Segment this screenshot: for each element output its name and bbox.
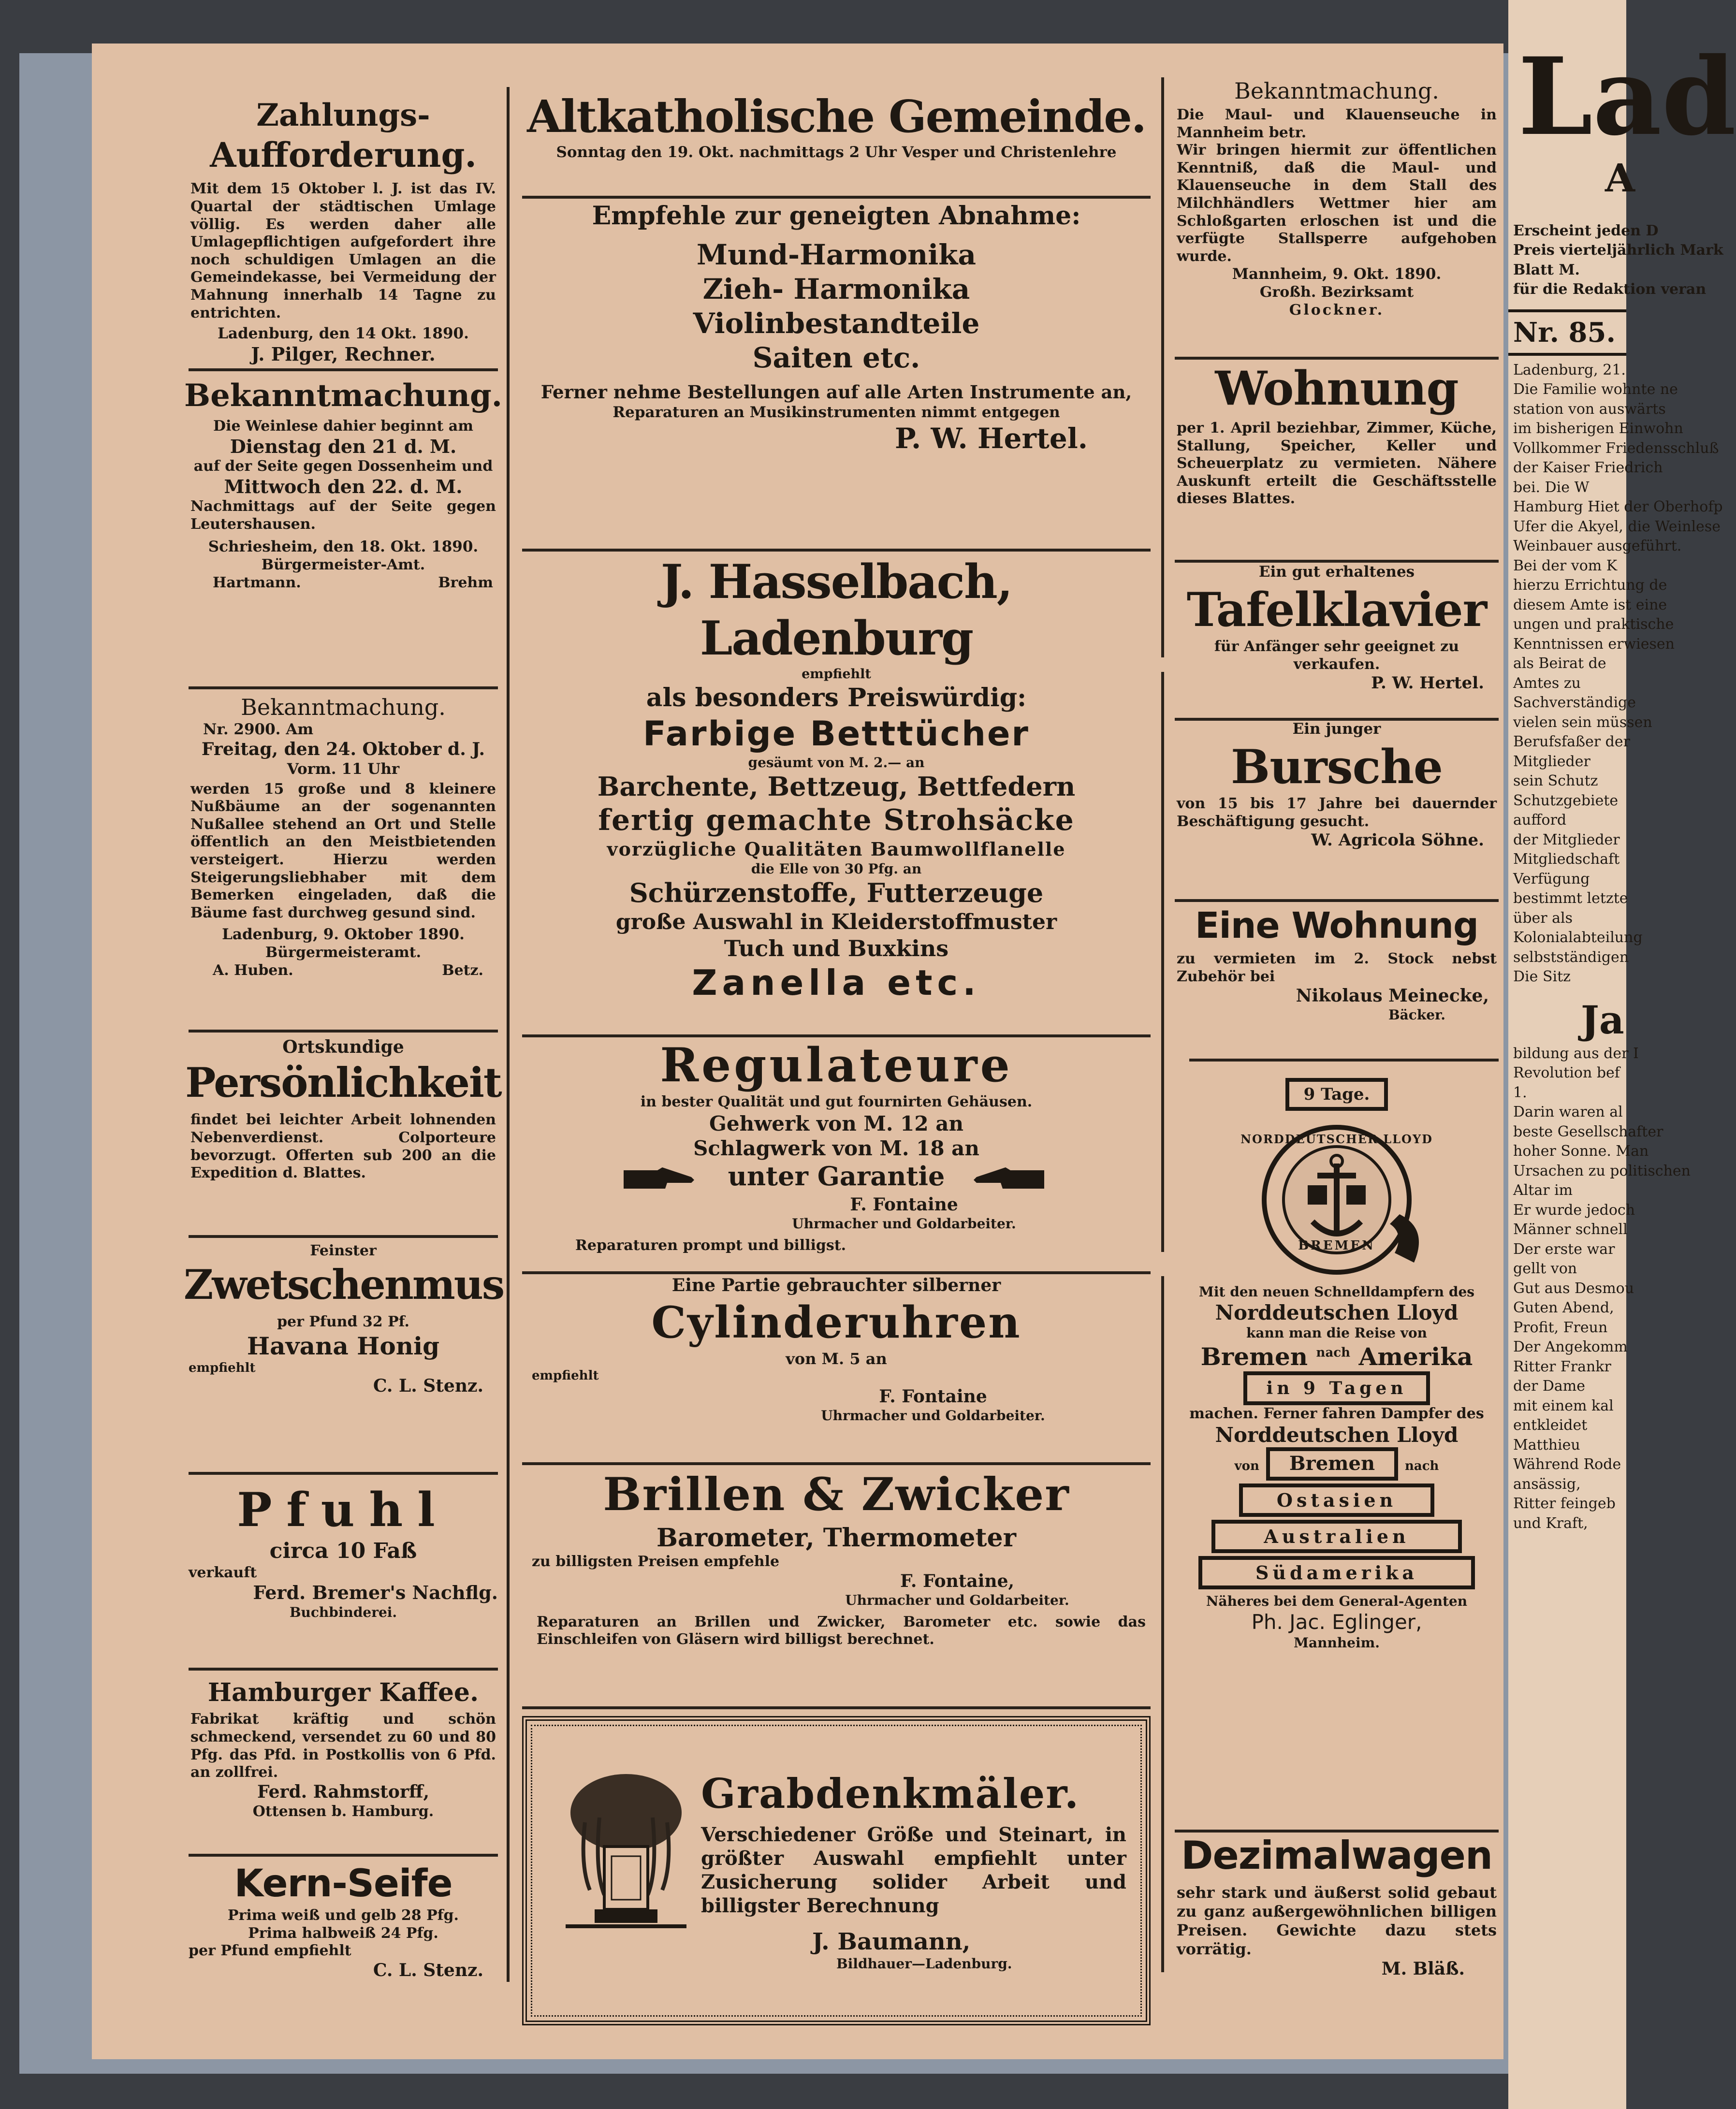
edge-text-line: Die Familie wohnte ne <box>1513 381 1678 398</box>
weinlese-sign-1: Hartmann. <box>213 574 301 591</box>
edge-text-line: hierzu Errichtung de <box>1513 577 1667 594</box>
seuche-signature: Glockner. <box>1289 301 1385 319</box>
edge-text-line: hoher Sonne. Man <box>1513 1143 1649 1160</box>
divider <box>522 549 1151 552</box>
edge-header-line: Blatt M. <box>1513 261 1580 278</box>
seife-signature: C. L. Stenz. <box>373 1960 483 1980</box>
nuss-line-1: Nr. 2900. Am <box>203 721 314 739</box>
ad-kernseife <box>184 1861 503 1981</box>
edge-text-line: bildung aus der I <box>1513 1045 1639 1062</box>
ad-weinlese <box>184 377 503 591</box>
seife-line-3: per Pfund empfiehlt <box>189 1942 351 1960</box>
hertel-item-2: Zieh- Harmonika <box>702 273 970 306</box>
grab-sub: Bildhauer—Ladenburg. <box>836 1956 1012 1972</box>
zwetschen-title: Zwetschenmus <box>184 1260 504 1309</box>
edge-text-line: bei. Die W <box>1513 479 1590 496</box>
edge-text-line: Die Sitz <box>1513 968 1571 986</box>
seuche-office: Großh. Bezirksamt <box>1259 284 1414 301</box>
hasselbach-line-3: fertig gemachte Strohsäcke <box>598 803 1075 838</box>
grab-signature: J. Baumann, <box>812 1928 971 1955</box>
edge-text-line: Guten Abend, <box>1513 1299 1614 1316</box>
lloyd-line-7a: von <box>1234 1459 1259 1474</box>
gemeinde-sub: Sonntag den 19. Okt. nachmittags 2 Uhr Vesper und Christenlehre <box>556 144 1117 161</box>
cylinder-pre: Eine Partie gebrauchter silberner <box>671 1275 1001 1295</box>
ad-pfuhl <box>184 1482 503 1621</box>
edge-text-line: mit einem kal <box>1513 1397 1614 1414</box>
ad-kaffee <box>184 1677 503 1820</box>
divider <box>522 196 1151 199</box>
divider <box>522 1462 1151 1465</box>
gemeinde-title: Altkatholische Gemeinde. <box>527 90 1146 143</box>
edge-text-line: vielen sein müssen <box>1513 713 1652 731</box>
edge-text-line: beste Gesellschafter <box>1513 1123 1663 1140</box>
lloyd-line-8: Näheres bei dem General-Agenten <box>1206 1593 1468 1610</box>
lloyd-ring-city: BREMEN <box>1298 1238 1375 1253</box>
edge-text-line: gellt von <box>1513 1260 1577 1277</box>
hasselbach-empfiehlt: empfiehlt <box>802 667 871 682</box>
kaffee-body: Fabrikat kräftig und schön schmeckend, versendet zu 60 und 80 Pfg. das Pfd. in Postkollis von 6 Pfd. an zollfrei. <box>190 1711 496 1781</box>
nuss-date: Ladenburg, 9. Oktober 1890. <box>222 926 465 944</box>
zahlung-signature: J. Pilger, Rechner. <box>251 343 436 365</box>
regulateure-title: Regulateure <box>660 1038 1013 1092</box>
pfuhl-line-1: circa 10 Faß <box>269 1539 417 1564</box>
hasselbach-line-4: vorzügliche Qualitäten Baumwollflanelle <box>607 838 1066 860</box>
seuche-line-1: Die Maul- und Klauenseuche in Mannheim betr. <box>1177 106 1497 141</box>
edge-text-line: Ufer die Akyel, die Weinlese <box>1513 518 1721 535</box>
wohnung2-signature: Nikolaus Meinecke, <box>1296 986 1489 1006</box>
lloyd-line-5a: machen. <box>1189 1405 1258 1422</box>
nuss-title: Bekanntmachung. <box>241 694 446 720</box>
edge-text-line: Ladenburg, 21. <box>1513 361 1626 378</box>
edge-text-line: Kenntnissen erwiesen <box>1513 635 1675 653</box>
wohnung-body: per 1. April beziehbar, Zimmer, Küche, Stallung, Speicher, Keller und Scheuerplatz zu vermieten. Nähere Auskunft erteilt die Geschäftsstelle dieses Blattes. <box>1177 420 1497 508</box>
nuss-line-2: Freitag, den 24. Oktober d. J. <box>201 739 485 759</box>
edge-text-line: Revolution bef <box>1513 1064 1620 1081</box>
seife-line-1: Prima weiß und gelb 28 Pfg. <box>228 1907 459 1924</box>
klavier-line-1: für Anfänger sehr geeignet zu verkaufen. <box>1214 638 1459 673</box>
edge-text-line: Sachverständige <box>1513 694 1636 712</box>
column-1 <box>184 44 503 2025</box>
edge-text-line: Altar im <box>1513 1182 1573 1199</box>
weinlese-line-5: Nachmittags auf der Seite gegen Leutershausen. <box>190 497 496 533</box>
ad-eine-wohnung <box>1170 904 1503 1024</box>
regulateure-line-4: unter Garantie <box>728 1161 945 1192</box>
ad-wohnung <box>1170 360 1503 508</box>
divider <box>1175 357 1499 360</box>
regulateure-line-1: in bester Qualität und gut fournirten Gehäusen. <box>640 1093 1033 1111</box>
divider <box>189 1854 498 1857</box>
seuche-date: Mannheim, 9. Okt. 1890. <box>1232 265 1442 283</box>
zwetschen-pre: Feinster <box>310 1242 377 1259</box>
pfuhl-signature: Ferd. Bremer's Nachflg. <box>253 1582 498 1604</box>
lloyd-signature: Ph. Jac. Eglinger, <box>1251 1610 1422 1634</box>
edge-text-line: Der erste war <box>1513 1240 1615 1258</box>
edge-text-line: Berufsfaßer der <box>1513 733 1630 751</box>
ad-hasselbach <box>517 553 1155 1004</box>
grab-body: Verschiedener Größe und Steinart, in größter Auswahl empfiehlt unter Zusicherung solider Arbeit und billigster Berechnung <box>701 1823 1126 1917</box>
ad-maulklauenseuche <box>1170 77 1503 319</box>
brillen-signature: F. Fontaine, <box>900 1571 1015 1591</box>
pfuhl-line-2: verkauft <box>189 1564 257 1581</box>
brillen-title: Brillen & Zwicker <box>603 1468 1070 1521</box>
klavier-signature: P. W. Hertel. <box>1371 673 1484 693</box>
edge-text-line: über als <box>1513 909 1573 927</box>
hasselbach-line-7: große Auswahl in Kleiderstoffmuster <box>615 909 1057 934</box>
regulateure-repair: Reparaturen prompt und billigst. <box>575 1237 846 1254</box>
ad-cylinderuhren <box>517 1275 1155 1425</box>
newspaper-page <box>92 44 1503 2059</box>
hasselbach-sub: als besonders Preiswürdig: <box>646 683 1027 713</box>
edge-text-line: sein Schutz <box>1513 772 1598 790</box>
lloyd-line-7b: nach <box>1404 1459 1439 1474</box>
bursche-signature: W. Agricola Söhne. <box>1311 830 1484 850</box>
edge-text-line: Während Rode <box>1513 1456 1621 1473</box>
lloyd-box-suedamerika: Südamerika <box>1198 1556 1475 1589</box>
kaffee-place: Ottensen b. Hamburg. <box>252 1803 434 1820</box>
lloyd-line-4b: nach <box>1316 1345 1351 1360</box>
edge-issue-number: Nr. 85. <box>1513 316 1616 349</box>
lloyd-days: 9 Tage. <box>1285 1078 1388 1111</box>
edge-text-line: diesem Amte ist eine <box>1513 596 1667 613</box>
lloyd-line-2: Norddeutschen Lloyd <box>1215 1301 1459 1325</box>
cylinder-empfiehlt: empfiehlt <box>532 1368 599 1383</box>
ad-regulateure <box>517 1037 1155 1255</box>
cylinder-title: Cylinderuhren <box>651 1296 1021 1348</box>
seuche-title: Bekanntmachung. <box>1234 78 1439 104</box>
nuss-office: Bürgermeisteramt. <box>265 944 422 961</box>
hasselbach-line-2: Barchente, Bettzeug, Bettfedern <box>597 771 1076 802</box>
next-page-edge <box>1508 0 1736 2109</box>
edge-text-line: Der Angekomm <box>1513 1338 1628 1355</box>
edge-text-line: der Kaiser Friedrich <box>1513 459 1663 477</box>
bursche-title: Bursche <box>1231 739 1443 794</box>
ad-zahlungsaufforderung <box>184 97 503 365</box>
edge-text-line: Gut aus Desmou <box>1513 1280 1634 1297</box>
weinlese-line-2: Dienstag den 21 d. M. <box>230 435 457 457</box>
bursche-pre: Ein junger <box>1292 720 1381 738</box>
divider <box>1175 899 1499 902</box>
cylinder-price: von M. 5 an <box>786 1349 887 1368</box>
edge-text-line: als Beirat de <box>1513 655 1606 672</box>
edge-text-line: Männer schnell <box>1513 1221 1628 1238</box>
edge-text-line: und Kraft, <box>1513 1514 1588 1532</box>
hertel-line-1: Ferner nehme Bestellungen auf alle Arten Instrumente an, <box>540 381 1132 403</box>
divider <box>189 1472 498 1475</box>
regulateure-signature: F. Fontaine <box>850 1194 958 1215</box>
ad-norddeutscher-lloyd <box>1170 1078 1503 1651</box>
ad-dezimalwagen <box>1170 1832 1503 1980</box>
weinlese-sign-2: Brehm <box>438 574 493 591</box>
edge-text-line: 1. <box>1513 1084 1527 1101</box>
edge-text-line: Vollkommer Friedensschluß <box>1513 439 1719 457</box>
edge-text-line: station von auswärts <box>1513 400 1666 418</box>
edge-text-line: Kolonialabteilung <box>1513 929 1643 946</box>
hertel-item-4: Saiten etc. <box>752 341 920 374</box>
divider <box>189 1030 498 1033</box>
ad-altkatholische-gemeinde <box>517 89 1155 162</box>
hasselbach-line-6: Schürzenstoffe, Futterzeuge <box>629 877 1044 908</box>
edge-header-line: für die Redaktion veran <box>1513 281 1707 298</box>
cylinder-sub: Uhrmacher und Goldarbeiter. <box>821 1408 1045 1424</box>
pointing-hand-left-icon <box>972 1165 1044 1193</box>
divider <box>189 368 498 371</box>
edge-text-line: im bisherigen Einwohn <box>1513 420 1683 437</box>
nuss-body: werden 15 große und 8 kleinere Nußbäume an der sogenannten Nußallee stehend an Ort und Stelle öffentlich an den Meistbietenden versteigert. Hierzu werden Steigerungsliebhaber mit dem Bemerken eingeladen, daß die Bäume fast durchweg gesund sind. <box>190 780 496 921</box>
edge-text-line: Hamburg Hiet der Oberhofp <box>1513 498 1723 516</box>
edge-text-line: Verfügung <box>1513 870 1590 887</box>
divider <box>189 686 498 689</box>
edge-column-text <box>1508 361 1723 987</box>
kaffee-title: Hamburger Kaffee. <box>207 1678 479 1707</box>
edge-text-line: Darin waren al <box>1513 1104 1623 1120</box>
edge-text-line: der Dame <box>1513 1378 1585 1395</box>
brillen-repair: Reparaturen an Brillen und Zwicker, Barometer etc. sowie das Einschleifen von Gläsern wird billigst berechnet. <box>537 1613 1146 1648</box>
zwetschen-signature: C. L. Stenz. <box>373 1376 483 1396</box>
grave-monument-image <box>566 1769 686 1929</box>
edge-masthead: Lad <box>1518 34 1736 159</box>
pfuhl-sub: Buchbinderei. <box>289 1604 397 1620</box>
hasselbach-line-1: gesäumt von M. 2.— an <box>748 754 925 771</box>
lloyd-line-3: kann man die Reise von <box>1246 1325 1427 1341</box>
person-title: Persönlichkeit <box>185 1058 501 1106</box>
hertel-signature: P. W. Hertel. <box>894 422 1088 455</box>
edge-text-line: selbstständigen <box>1513 948 1629 966</box>
divider <box>522 1706 1151 1709</box>
ad-grabdenkmaeler <box>522 1716 1151 2025</box>
edge-text-line: Ritter Frankr <box>1513 1358 1611 1375</box>
edge-section-title: Ja <box>1581 997 1624 1043</box>
hasselbach-line-9: Zanella etc. <box>692 962 981 1004</box>
edge-text-line: Ritter feingeb <box>1513 1495 1616 1512</box>
edge-text-line: Weinbauer ausgeführt. <box>1513 538 1682 555</box>
bursche-line-1: von 15 bis 17 Jahre bei dauernder Beschäftigung gesucht. <box>1177 795 1497 830</box>
ad-zwetschenmus <box>184 1242 503 1397</box>
nuss-line-3: Vorm. 11 Uhr <box>287 760 400 778</box>
weinlese-line-4: Mittwoch den 22. d. M. <box>224 475 463 497</box>
regulateure-line-2: Gehwerk von M. 12 an <box>709 1111 963 1135</box>
brillen-line-1: zu billigsten Preisen empfehle <box>532 1553 780 1571</box>
lloyd-line-4c: Amerika <box>1358 1342 1473 1371</box>
regulateure-sub: Uhrmacher und Goldarbeiter. <box>792 1216 1016 1232</box>
edge-text-line: Matthieu <box>1513 1436 1580 1454</box>
weinlese-line-3: auf der Seite gegen Dossenheim und <box>193 458 493 475</box>
seife-title: Kern-Seife <box>234 1862 452 1905</box>
edge-text-line: Ursachen zu politischen <box>1513 1162 1691 1179</box>
zwetschen-price: per Pfund 32 Pf. <box>277 1313 409 1331</box>
brillen-sub: Barometer, Thermometer <box>656 1523 1017 1553</box>
hasselbach-title: J. Hasselbach, Ladenburg <box>660 554 1012 666</box>
dezimal-body: sehr stark und äußerst solid gebaut zu ganz außergewöhnlichen billigen Preisen. Gewichte dazu stets vorrätig. <box>1177 1883 1497 1958</box>
edge-text-line: ansässig, <box>1513 1475 1581 1493</box>
edge-text-line: Bei der vom K <box>1513 557 1618 574</box>
weinlese-line-1: Die Weinlese dahier beginnt am <box>213 418 473 435</box>
divider <box>1189 1059 1499 1062</box>
lloyd-box-australien: Australien <box>1211 1520 1461 1553</box>
edge-header-line: Erscheint jeden D <box>1513 222 1659 239</box>
nuss-sign-1: A. Huben. <box>213 961 293 979</box>
edge-text-line: Profit, Freun <box>1513 1319 1608 1336</box>
column-rule-2b <box>1161 672 1164 1252</box>
dezimal-title: Dezimalwagen <box>1181 1833 1492 1878</box>
lloyd-line-6: Norddeutschen Lloyd <box>1215 1423 1459 1447</box>
ad-nussbaeume <box>184 694 503 979</box>
edge-text-line: aufford <box>1513 812 1567 829</box>
weinlese-office: Bürgermeister-Amt. <box>261 556 425 573</box>
lloyd-box-bremen: Bremen <box>1266 1447 1398 1481</box>
seife-line-2: Prima halbweiß 24 Pfg. <box>248 1924 438 1942</box>
lloyd-ring-text: NORDDEUTSCHER LLOYD <box>1240 1132 1433 1146</box>
lloyd-line-5b: Ferner fahren Dampfer des <box>1263 1405 1484 1422</box>
edge-text-line: ungen und praktische <box>1513 616 1674 633</box>
regulateure-line-3: Schlagwerk von M. 18 an <box>693 1136 979 1160</box>
weinlese-title: Bekanntmachung. <box>184 378 503 414</box>
edge-text-line: Schutzgebiete <box>1513 792 1619 809</box>
zahlung-body: Mit dem 15 Oktober l. J. ist das IV. Quartal der städtischen Umlage völlig. Es werden daher alle Umlagepflichtigen aufgefordert ihre noch schuldigen Umlagen an die Gemeindekasse, bei Vermeidung der Mahnung innerhalb 14 Tagne zu entrichten. <box>190 180 496 321</box>
klavier-pre: Ein gut erhaltenes <box>1258 563 1415 581</box>
edge-text-line: Mitgliedschaft <box>1513 851 1620 868</box>
edge-masthead-2: A <box>1605 155 1635 201</box>
lloyd-line-1: Mit den neuen Schnelldampfern des <box>1198 1284 1475 1300</box>
edge-text-line: entkleidet <box>1513 1417 1588 1434</box>
ad-tafelklavier <box>1170 563 1503 694</box>
brillen-sub-sign: Uhrmacher und Goldarbeiter. <box>845 1592 1069 1608</box>
hasselbach-line-8: Tuch und Buxkins <box>724 935 949 962</box>
lloyd-box-9-tagen: in 9 Tagen <box>1243 1371 1430 1405</box>
divider <box>1175 560 1499 563</box>
cylinder-signature: F. Fontaine <box>879 1386 987 1407</box>
hertel-head: Empfehle zur geneigten Abnahme: <box>592 201 1081 231</box>
wohnung-title: Wohnung <box>1215 361 1459 416</box>
hertel-line-2: Reparaturen an Musikinstrumenten nimmt entgegen <box>613 403 1060 421</box>
column-3 <box>1170 44 1503 2025</box>
lloyd-line-4a: Bremen <box>1200 1342 1308 1371</box>
weinlese-date: Schriesheim, den 18. Okt. 1890. <box>208 538 479 556</box>
divider <box>189 1668 498 1671</box>
wohnung2-title: Eine Wohnung <box>1195 905 1479 946</box>
ad-persoenlichkeit <box>184 1037 503 1182</box>
pfuhl-title: Pfuhl <box>237 1483 450 1537</box>
ad-bursche <box>1170 720 1503 851</box>
edge-text-line: Amtes zu <box>1513 674 1581 692</box>
ad-hertel-instrumente <box>517 201 1155 456</box>
grab-title: Grabdenkmäler. <box>701 1770 1080 1818</box>
edge-header-lines <box>1508 221 1723 300</box>
lloyd-box-ostasien: Ostasien <box>1239 1484 1434 1517</box>
column-2 <box>517 44 1155 2025</box>
lloyd-place: Mannheim. <box>1293 1634 1380 1651</box>
zwetschen-honig: Havana Honig <box>247 1331 440 1360</box>
wohnung2-sub: Bäcker. <box>1388 1007 1445 1023</box>
person-pre: Ortskundige <box>282 1037 404 1057</box>
zahlung-title-2: Aufforderung. <box>210 135 477 175</box>
nuss-sign-2: Betz. <box>442 961 483 979</box>
ad-brillen <box>517 1467 1155 1649</box>
edge-text-line: Er wurde jedoch <box>1513 1201 1635 1219</box>
klavier-title: Tafelklavier <box>1186 582 1487 637</box>
edge-column-text-2 <box>1508 1044 1691 1534</box>
zahlung-title-1: Zahlungs- <box>256 97 430 133</box>
edge-text-line: der Mitglieder <box>1513 831 1620 848</box>
hasselbach-line-5: die Elle von 30 Pfg. an <box>751 860 922 877</box>
column-rule-1 <box>507 87 510 1982</box>
person-body: findet bei leichter Arbeit lohnenden Nebenverdienst. Colporteure bevorzugt. Offerten sub 200 an die Expedition d. Blattes. <box>190 1111 496 1182</box>
hasselbach-big: Farbige Betttücher <box>643 713 1030 754</box>
edge-header-line: Preis vierteljährlich Mark <box>1513 242 1723 259</box>
hertel-item-1: Mund-Harmonika <box>696 238 977 272</box>
column-rule-2c <box>1161 1276 1164 1972</box>
edge-text-line: bestimmt letzte <box>1513 890 1628 907</box>
edge-text-line: Mitglieder <box>1513 753 1590 770</box>
seuche-body: Wir bringen hiermit zur öffentlichen Kenntniß, daß die Maul- und Klauenseuche in dem Stall des Milchhändlers Wettmer hier am Schloßgarten erloschen ist und die verfügte Stallsperre aufgehoben wurde. <box>1177 142 1497 265</box>
dezimal-signature: M. Bläß. <box>1381 1958 1465 1979</box>
wohnung2-line-1: zu vermieten im 2. Stock nebst Zubehör bei <box>1177 950 1497 985</box>
divider <box>522 1271 1151 1274</box>
kaffee-signature: Ferd. Rahmstorff, <box>257 1781 429 1802</box>
hertel-item-3: Violinbestandteile <box>693 306 980 340</box>
zahlung-date: Ladenburg, den 14 Okt. 1890. <box>218 325 469 343</box>
divider <box>189 1235 498 1238</box>
zwetschen-empfiehlt: empfiehlt <box>189 1360 256 1375</box>
column-rule-2 <box>1161 77 1164 657</box>
